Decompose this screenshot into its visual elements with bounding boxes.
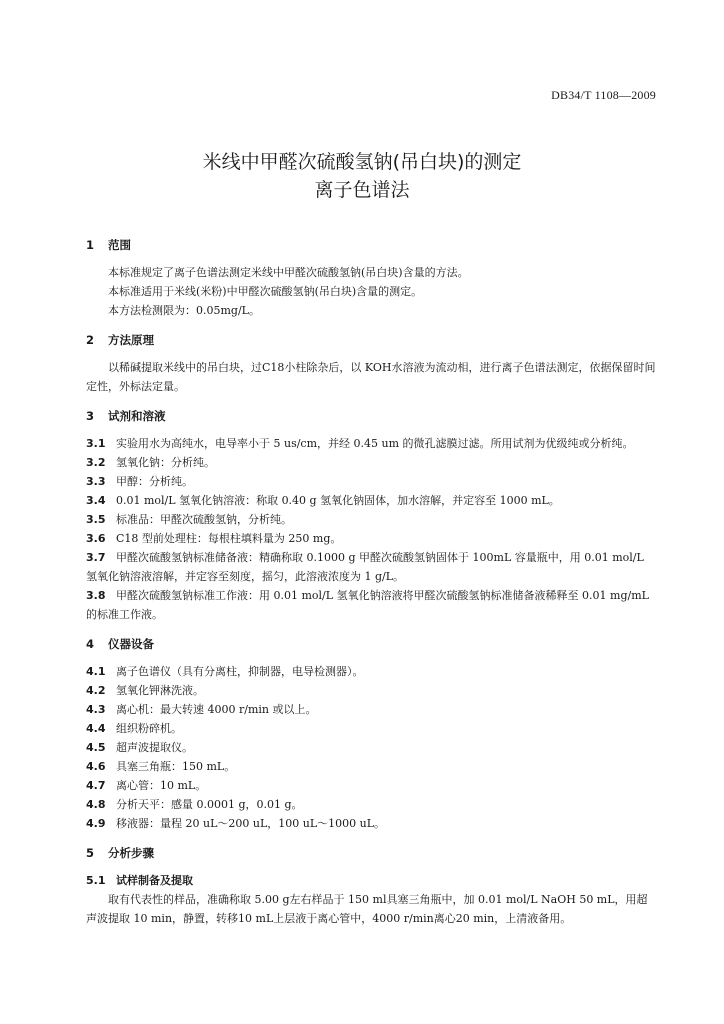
item-number: 3.8 bbox=[86, 589, 106, 602]
paragraph: 以稀碱提取米线中的吊白块，过C18小柱除杂后，以 KOH水溶液为流动相，进行离子色谱法测定，依据保留时间定性，外标法定量。 bbox=[86, 361, 656, 393]
title-line-1: 米线中甲醛次硫酸氢钠(吊白块)的测定 bbox=[202, 151, 522, 173]
section-heading-apparatus bbox=[86, 636, 658, 652]
section-heading-procedure bbox=[86, 845, 658, 861]
item-number: 4.7 bbox=[86, 779, 106, 792]
list-item bbox=[86, 529, 658, 548]
list-item bbox=[86, 434, 658, 453]
item-number: 4.3 bbox=[86, 703, 106, 716]
title-line-2: 离子色谱法 bbox=[314, 179, 410, 201]
item-number: 4.2 bbox=[86, 684, 106, 697]
paragraph: 本方法检测限为：0.05mg/L。 bbox=[108, 304, 260, 317]
section-title: 仪器设备 bbox=[108, 637, 154, 651]
item-text: 标准品：甲醛次硫酸氢钠，分析纯。 bbox=[116, 513, 292, 526]
item-text: 超声波提取仪。 bbox=[116, 741, 193, 754]
item-text: C18 型前处理柱：每根柱填料量为 250 mg。 bbox=[116, 532, 342, 545]
item-text: 0.01 mol/L 氢氧化钠溶液：称取 0.40 g 氢氧化钠固体，加水溶解，并定容至 1000 mL。 bbox=[116, 494, 560, 507]
item-number: 3.3 bbox=[86, 475, 106, 488]
list-item bbox=[86, 681, 658, 700]
list-item bbox=[86, 738, 658, 757]
section-number: 5 bbox=[86, 846, 95, 860]
section-heading-scope bbox=[86, 237, 658, 253]
list-item bbox=[86, 453, 658, 472]
standard-number: DB34/T 1108—2009 bbox=[551, 88, 656, 102]
item-number: 4.4 bbox=[86, 722, 106, 735]
item-text: 甲醛次硫酸氢钠标准储备液：精确称取 0.1000 g 甲醛次硫酸氢钠固体于 100mL 容量瓶中，用 0.01 mol/L 氢氧化钠溶液溶解，并定容至刻度，摇匀，此溶液浓度为 1 g/L。 bbox=[86, 551, 644, 583]
section-heading-reagents bbox=[86, 408, 658, 424]
item-number: 4.8 bbox=[86, 798, 106, 811]
list-item bbox=[86, 510, 658, 529]
list-item bbox=[86, 757, 658, 776]
list-item bbox=[86, 472, 658, 491]
subsection-heading bbox=[86, 871, 658, 890]
section-title: 试剂和溶液 bbox=[108, 409, 166, 423]
section-heading-principle bbox=[86, 332, 658, 348]
item-number: 3.4 bbox=[86, 494, 106, 507]
item-text: 氢氧化钠：分析纯。 bbox=[116, 456, 215, 469]
item-number: 4.5 bbox=[86, 741, 106, 754]
item-text: 移液器：量程 20 uL～200 uL，100 uL～1000 uL。 bbox=[116, 817, 386, 830]
item-number: 4.6 bbox=[86, 760, 106, 773]
paragraph: 本标准适用于米线(米粉)中甲醛次硫酸氢钠(吊白块)含量的测定。 bbox=[108, 285, 423, 298]
section-number: 3 bbox=[86, 409, 95, 423]
item-text: 分析天平：感量 0.0001 g，0.01 g。 bbox=[116, 798, 303, 811]
item-text: 离心管：10 mL。 bbox=[116, 779, 207, 792]
document-title bbox=[0, 148, 724, 204]
item-text: 具塞三角瓶：150 mL。 bbox=[116, 760, 236, 773]
paragraph: 本标准规定了离子色谱法测定米线中甲醛次硫酸氢钠(吊白块)含量的方法。 bbox=[108, 266, 469, 279]
item-number: 3.6 bbox=[86, 532, 106, 545]
list-item bbox=[86, 795, 658, 814]
section-number: 1 bbox=[86, 238, 95, 252]
item-number: 4.9 bbox=[86, 817, 106, 830]
item-text: 甲醛次硫酸氢钠标准工作液：用 0.01 mol/L 氢氧化钠溶液将甲醛次硫酸氢钠标准储备液稀释至 0.01 mg/mL 的标准工作液。 bbox=[86, 589, 649, 621]
section-number: 2 bbox=[86, 333, 95, 347]
item-number: 4.1 bbox=[86, 665, 106, 678]
section-title: 方法原理 bbox=[108, 333, 154, 347]
paragraph: 取有代表性的样品，准确称取 5.00 g左右样品于 150 ml具塞三角瓶中，加 0.01 mol/L NaOH 50 mL，用超声波提取 10 min，静置，转移10 mL上层液于离心管中，4000 r/min离心20 min，上清液备用。 bbox=[86, 893, 648, 925]
section-title: 分析步骤 bbox=[108, 846, 154, 860]
subsection-title: 试样制备及提取 bbox=[116, 874, 193, 887]
item-number: 3.1 bbox=[86, 437, 106, 450]
list-item bbox=[86, 719, 658, 738]
item-text: 甲醇：分析纯。 bbox=[116, 475, 193, 488]
item-text: 组织粉碎机。 bbox=[116, 722, 182, 735]
section-number: 4 bbox=[86, 637, 95, 651]
document-body bbox=[86, 237, 658, 928]
item-text: 离心机：最大转速 4000 r/min 或以上。 bbox=[116, 703, 317, 716]
item-number: 3.2 bbox=[86, 456, 106, 469]
list-item bbox=[86, 662, 658, 681]
item-text: 氢氧化钾淋洗液。 bbox=[116, 684, 204, 697]
item-text: 实验用水为高纯水，电导率小于 5 us/cm，并经 0.45 um 的微孔滤膜过滤。所用试剂为优级纯或分析纯。 bbox=[116, 437, 634, 450]
section-title: 范围 bbox=[108, 238, 131, 252]
item-text: 离子色谱仪（具有分离柱，抑制器，电导检测器）。 bbox=[116, 665, 364, 678]
subsection-number: 5.1 bbox=[86, 874, 106, 887]
list-item bbox=[86, 586, 658, 624]
list-item bbox=[86, 700, 658, 719]
list-item bbox=[86, 776, 658, 795]
list-item bbox=[86, 548, 658, 586]
item-number: 3.7 bbox=[86, 551, 106, 564]
list-item bbox=[86, 814, 658, 833]
item-number: 3.5 bbox=[86, 513, 106, 526]
list-item bbox=[86, 491, 658, 510]
